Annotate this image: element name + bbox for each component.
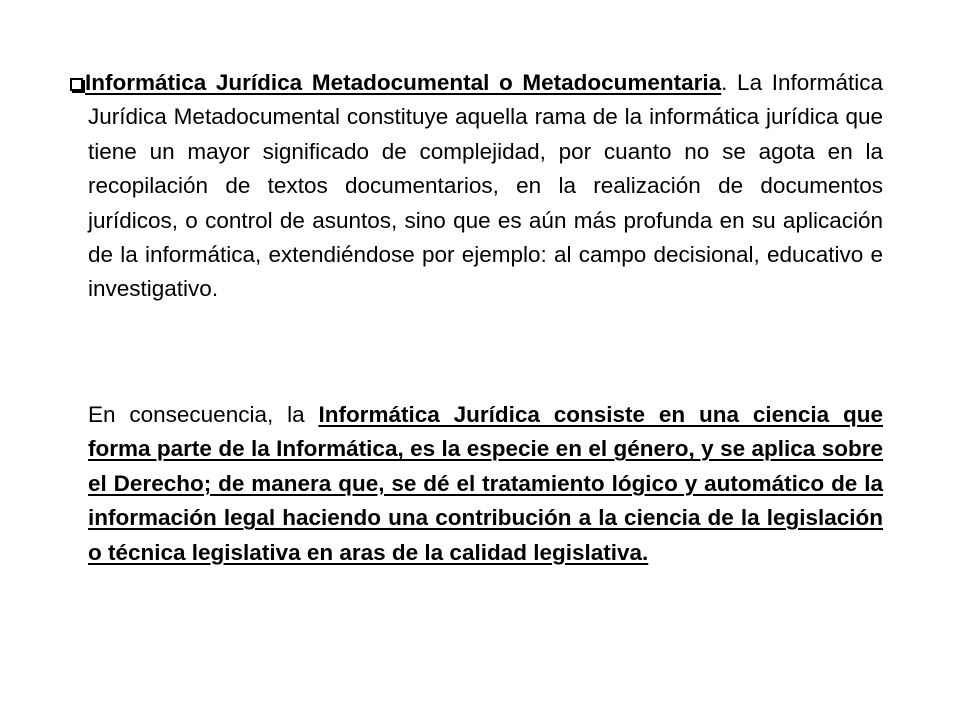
paragraph-heading: Informática Jurídica Metadocumental o Metadocumentaria [85, 70, 722, 95]
paragraph-body: La Informática Jurídica Metadocumental constituye aquella rama de la informática jurídica que tiene un mayor significado de complejidad, por cuanto no se agota en la recopilación de textos documentarios, en la realización de documentos jurídicos, o control de asuntos, sino que es aún más profunda en su aplicación de la informática, extendiéndose por ejemplo: al campo decisional, educativo e investigativo. [88, 70, 883, 302]
paragraph-emphasis: Informática Jurídica consiste en una ciencia que forma parte de la Informática, es la especie en el género, y se aplica sobre el Derecho; de manera que, se dé el tratamiento lógico y automático de la información legal haciendo una contribución a la ciencia de la legislación o técnica legislativa en aras de la calidad legislativa. [88, 402, 883, 565]
paragraph-conclusion [88, 398, 883, 570]
square-bullet-icon [70, 78, 83, 91]
heading-period: . [721, 70, 728, 95]
paragraph-metadocumental [85, 66, 883, 307]
paragraph-intro: En consecuencia, la [88, 402, 319, 427]
